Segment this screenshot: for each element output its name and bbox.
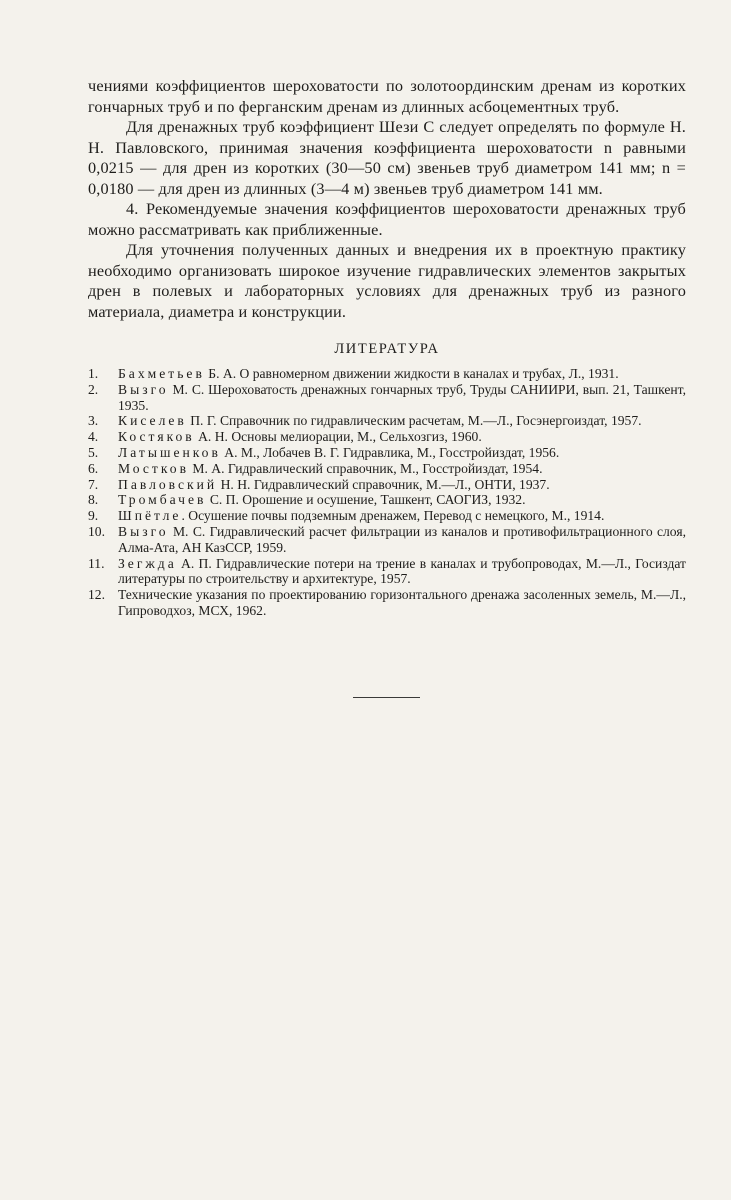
reference-number: 9. (88, 508, 99, 524)
reference-text: А. П. Гидравлические потери на трение в каналах и трубопроводах, М.—Л., Госиздат литературы по строительству и архитектуре, 1957. (118, 555, 686, 587)
reference-item (88, 382, 686, 414)
paragraph-3: 4. Рекомендуемые значения коэффициентов шероховатости дренажных труб можно рассматривать как приближенные. (88, 199, 686, 239)
reference-author: Бахметьев (118, 366, 205, 381)
reference-author: Костяков (118, 429, 195, 445)
reference-author: Шпётле (118, 508, 182, 524)
reference-number: 7. (88, 476, 99, 492)
reference-item (88, 429, 686, 445)
reference-item (88, 461, 686, 477)
body-text (88, 76, 686, 322)
reference-author: Тромбачев (118, 492, 207, 508)
reference-author: Киселев (118, 413, 187, 429)
reference-text: А. Н. Основы мелиорации, М., Сельхозгиз, 1960. (194, 429, 482, 445)
reference-item (88, 556, 686, 588)
reference-number: 1. (88, 366, 99, 381)
reference-text: Н. Н. Гидравлический справочник, М.—Л., ОНТИ, 1937. (217, 476, 550, 492)
reference-number: 10. (88, 523, 105, 539)
reference-text: М. С. Шероховатость дренажных гончарных труб, Труды САНИИРИ, вып. 21, Ташкент, 1935. (118, 381, 686, 413)
reference-number: 3. (88, 413, 99, 429)
paragraph-1: чениями коэффициентов шероховатости по золотоординским дренам из коротких гончарных труб и по ферганским дренам из длинных асбоцементных труб. (88, 76, 686, 116)
reference-item (88, 524, 686, 556)
reference-text: Б. А. О равномерном движении жидкости в каналах и трубах, Л., 1931. (204, 366, 619, 381)
reference-item (88, 492, 686, 508)
paragraph-2: Для дренажных труб коэффициент Шези C следует определять по формуле Н. Н. Павловского, принимая значения коэффициента шероховатости n равными 0,0215 — для дрен из коротких (30—50 см) звеньев труб диаметром 141 мм; n = 0,0180 — для дрен из длинных (3—4 м) звеньев труб диаметром 141 мм. (88, 117, 686, 198)
reference-text: Технические указания по проектированию горизонтального дренажа засоленных земель, М.—Л., Гипроводхоз, МСХ, 1962. (118, 587, 686, 618)
reference-author: Латышенков (118, 444, 221, 460)
reference-text: П. Г. Справочник по гидравлическим расчетам, М.—Л., Госэнергоиздат, 1957. (186, 413, 642, 429)
reference-author: Павловский (118, 476, 218, 492)
reference-text: М. А. Гидравлический справочник, М., Госстройиздат, 1954. (189, 460, 543, 476)
reference-author: Вызго (118, 381, 169, 397)
reference-text: М. С. Гидравлический расчет фильтрации из каналов и противофильтрационного слоя, Алма-Ата, АН КазССР, 1959. (118, 523, 686, 555)
reference-author: Мостков (118, 460, 189, 476)
references-heading: ЛИТЕРАТУРА (334, 341, 440, 357)
reference-item (88, 508, 686, 524)
reference-item (88, 413, 686, 429)
reference-number: 12. (88, 587, 105, 603)
reference-item (88, 445, 686, 461)
page-content (88, 76, 686, 619)
end-divider (353, 697, 420, 698)
reference-text: А. М., Лобачев В. Г. Гидравлика, М., Госстройиздат, 1956. (220, 444, 560, 460)
reference-number: 8. (88, 492, 99, 508)
reference-item (88, 366, 686, 382)
references-list (88, 366, 686, 619)
reference-number: 2. (88, 381, 99, 397)
reference-number: 4. (88, 429, 99, 445)
reference-number: 5. (88, 444, 99, 460)
reference-item (88, 587, 686, 619)
reference-number: 11. (88, 555, 105, 571)
reference-text: . Осушение почвы подземным дренажем, Перевод с немецкого, М., 1914. (181, 508, 605, 524)
reference-number: 6. (88, 460, 99, 476)
reference-author: Зегжда (118, 555, 177, 571)
reference-item (88, 477, 686, 493)
paragraph-4: Для уточнения полученных данных и внедрения их в проектную практику необходимо организовать широкое изучение гидравлических элементов закрытых дрен в полевых и лабораторных условиях для дренажных труб из разного материала, диаметра и конструкции. (88, 240, 686, 321)
reference-author: Вызго (118, 523, 169, 539)
reference-text: С. П. Орошение и осушение, Ташкент, САОГИЗ, 1932. (206, 492, 526, 508)
